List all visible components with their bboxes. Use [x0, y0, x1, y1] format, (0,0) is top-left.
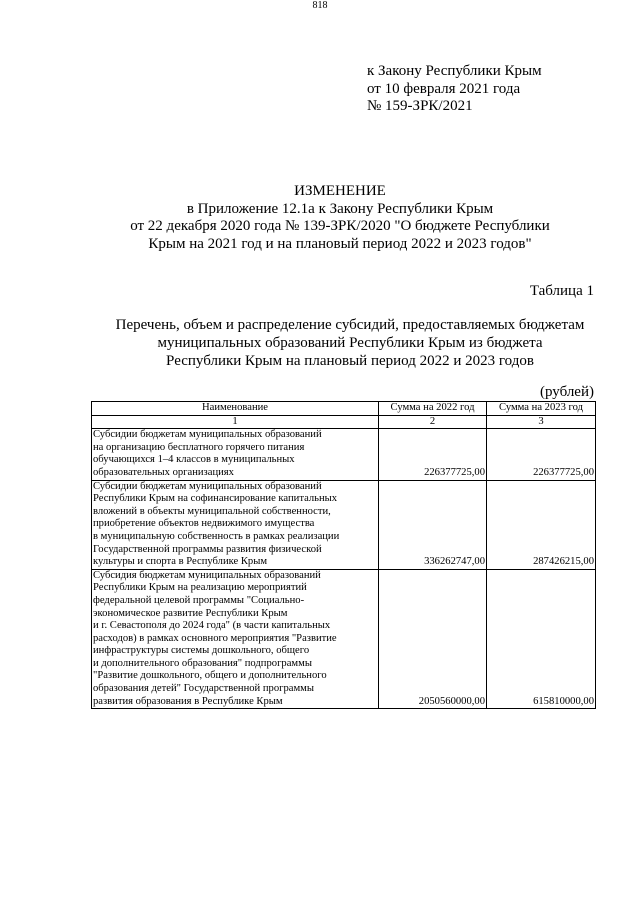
column-index: 2	[379, 415, 487, 429]
heading-line: Крым на 2021 год и на плановый период 2022 и 2023 годов"	[148, 235, 532, 252]
subsidy-name-line: приобретение объектов недвижимого имущества	[93, 518, 315, 530]
sum-2022: 2050560000,00	[379, 569, 487, 709]
page-number: 818	[312, 0, 328, 11]
subsidy-name-line: экономическое развитие Республики Крым	[93, 607, 288, 619]
subsidy-name	[92, 480, 379, 569]
sum-2022: 336262747,00	[379, 480, 487, 569]
subsidy-name-line: вложений в объекты муниципальной собственности,	[93, 505, 331, 517]
table-title-line: муниципальных образований Республики Крым из бюджета	[157, 335, 543, 351]
subsidy-name-line: "Развитие дошкольного, общего и дополнительного	[93, 670, 327, 682]
sum-2023: 287426215,00	[487, 480, 596, 569]
heading-line: от 22 декабря 2020 года № 139-ЗРК/2020 "О бюджете Республики	[130, 218, 550, 234]
subsidy-name	[92, 569, 379, 709]
sum-2023: 226377725,00	[487, 429, 596, 480]
subsidy-name-line: расходов) в рамках основного мероприятия "Развитие	[93, 632, 337, 644]
subsidy-name-line: Республики Крым на реализацию мероприятий	[93, 582, 307, 594]
subsidy-name-line: и дополнительного образования" подпрограммы	[93, 657, 312, 669]
table-title	[60, 316, 640, 370]
subsidy-name-line: Государственной программы развития физической	[93, 543, 322, 555]
sum-2022: 226377725,00	[379, 429, 487, 480]
heading-line: в Приложение 12.1а к Закону Республики Крым	[186, 200, 494, 217]
subsidy-name-line: в муниципальную собственность в рамках реализации	[93, 530, 340, 542]
subsidy-name-line: образования детей" Государственной программы	[93, 683, 314, 695]
table-number: Таблица 1	[529, 283, 594, 299]
heading-line: ИЗМЕНЕНИЕ	[294, 183, 386, 199]
subsidy-name-line: развития образования в Республике Крым	[93, 695, 283, 707]
subsidy-name	[92, 429, 379, 480]
units-label: (рублей)	[539, 384, 594, 400]
subsidy-name-line: на организацию бесплатного горячего питания	[93, 441, 305, 453]
table-title-line: Перечень, объем и распределение субсидий, предоставляемых бюджетам	[115, 317, 585, 333]
law-reference	[367, 63, 542, 116]
law-reference-line: № 159-ЗРК/2021	[367, 98, 473, 114]
subsidies-table	[91, 401, 596, 709]
subsidy-name-line: и г. Севастополя до 2024 года" (в части капитальных	[93, 620, 331, 632]
subsidy-name-line: Субсидия бюджетам муниципальных образований	[93, 569, 321, 581]
subsidy-name-line: Республики Крым на софинансирование капитальных	[93, 493, 338, 505]
law-reference-line: от 10 февраля 2021 года	[367, 80, 521, 97]
column-header-2023: Сумма на 2023 год	[487, 402, 596, 416]
table-header-row	[92, 402, 596, 416]
table-title-line: Республики Крым на плановый период 2022 и 2023 годов	[166, 353, 534, 369]
column-index: 1	[92, 415, 379, 429]
column-index: 3	[487, 415, 596, 429]
table-row	[92, 429, 596, 480]
subsidy-name-line: обучающихся 1–4 классов в муниципальных	[93, 454, 295, 466]
subsidy-name-line: Субсидии бюджетам муниципальных образований	[93, 429, 322, 441]
table-row	[92, 480, 596, 569]
law-reference-line: к Закону Республики Крым	[367, 63, 542, 79]
column-index-row	[92, 415, 596, 429]
document-heading	[60, 183, 620, 253]
subsidy-name-line: Субсидии бюджетам муниципальных образований	[93, 480, 322, 492]
subsidy-name-line: федеральной целевой программы "Социально-	[93, 594, 305, 606]
subsidy-name-line: культуры и спорта в Республике Крым	[93, 556, 268, 568]
column-header-2022: Сумма на 2022 год	[379, 402, 487, 416]
sum-2023: 615810000,00	[487, 569, 596, 709]
subsidy-name-line: инфраструктуры системы дошкольного, общего	[93, 645, 310, 657]
subsidy-name-line: образовательных организациях	[93, 466, 234, 478]
table-row	[92, 569, 596, 709]
column-header-name: Наименование	[92, 402, 379, 416]
